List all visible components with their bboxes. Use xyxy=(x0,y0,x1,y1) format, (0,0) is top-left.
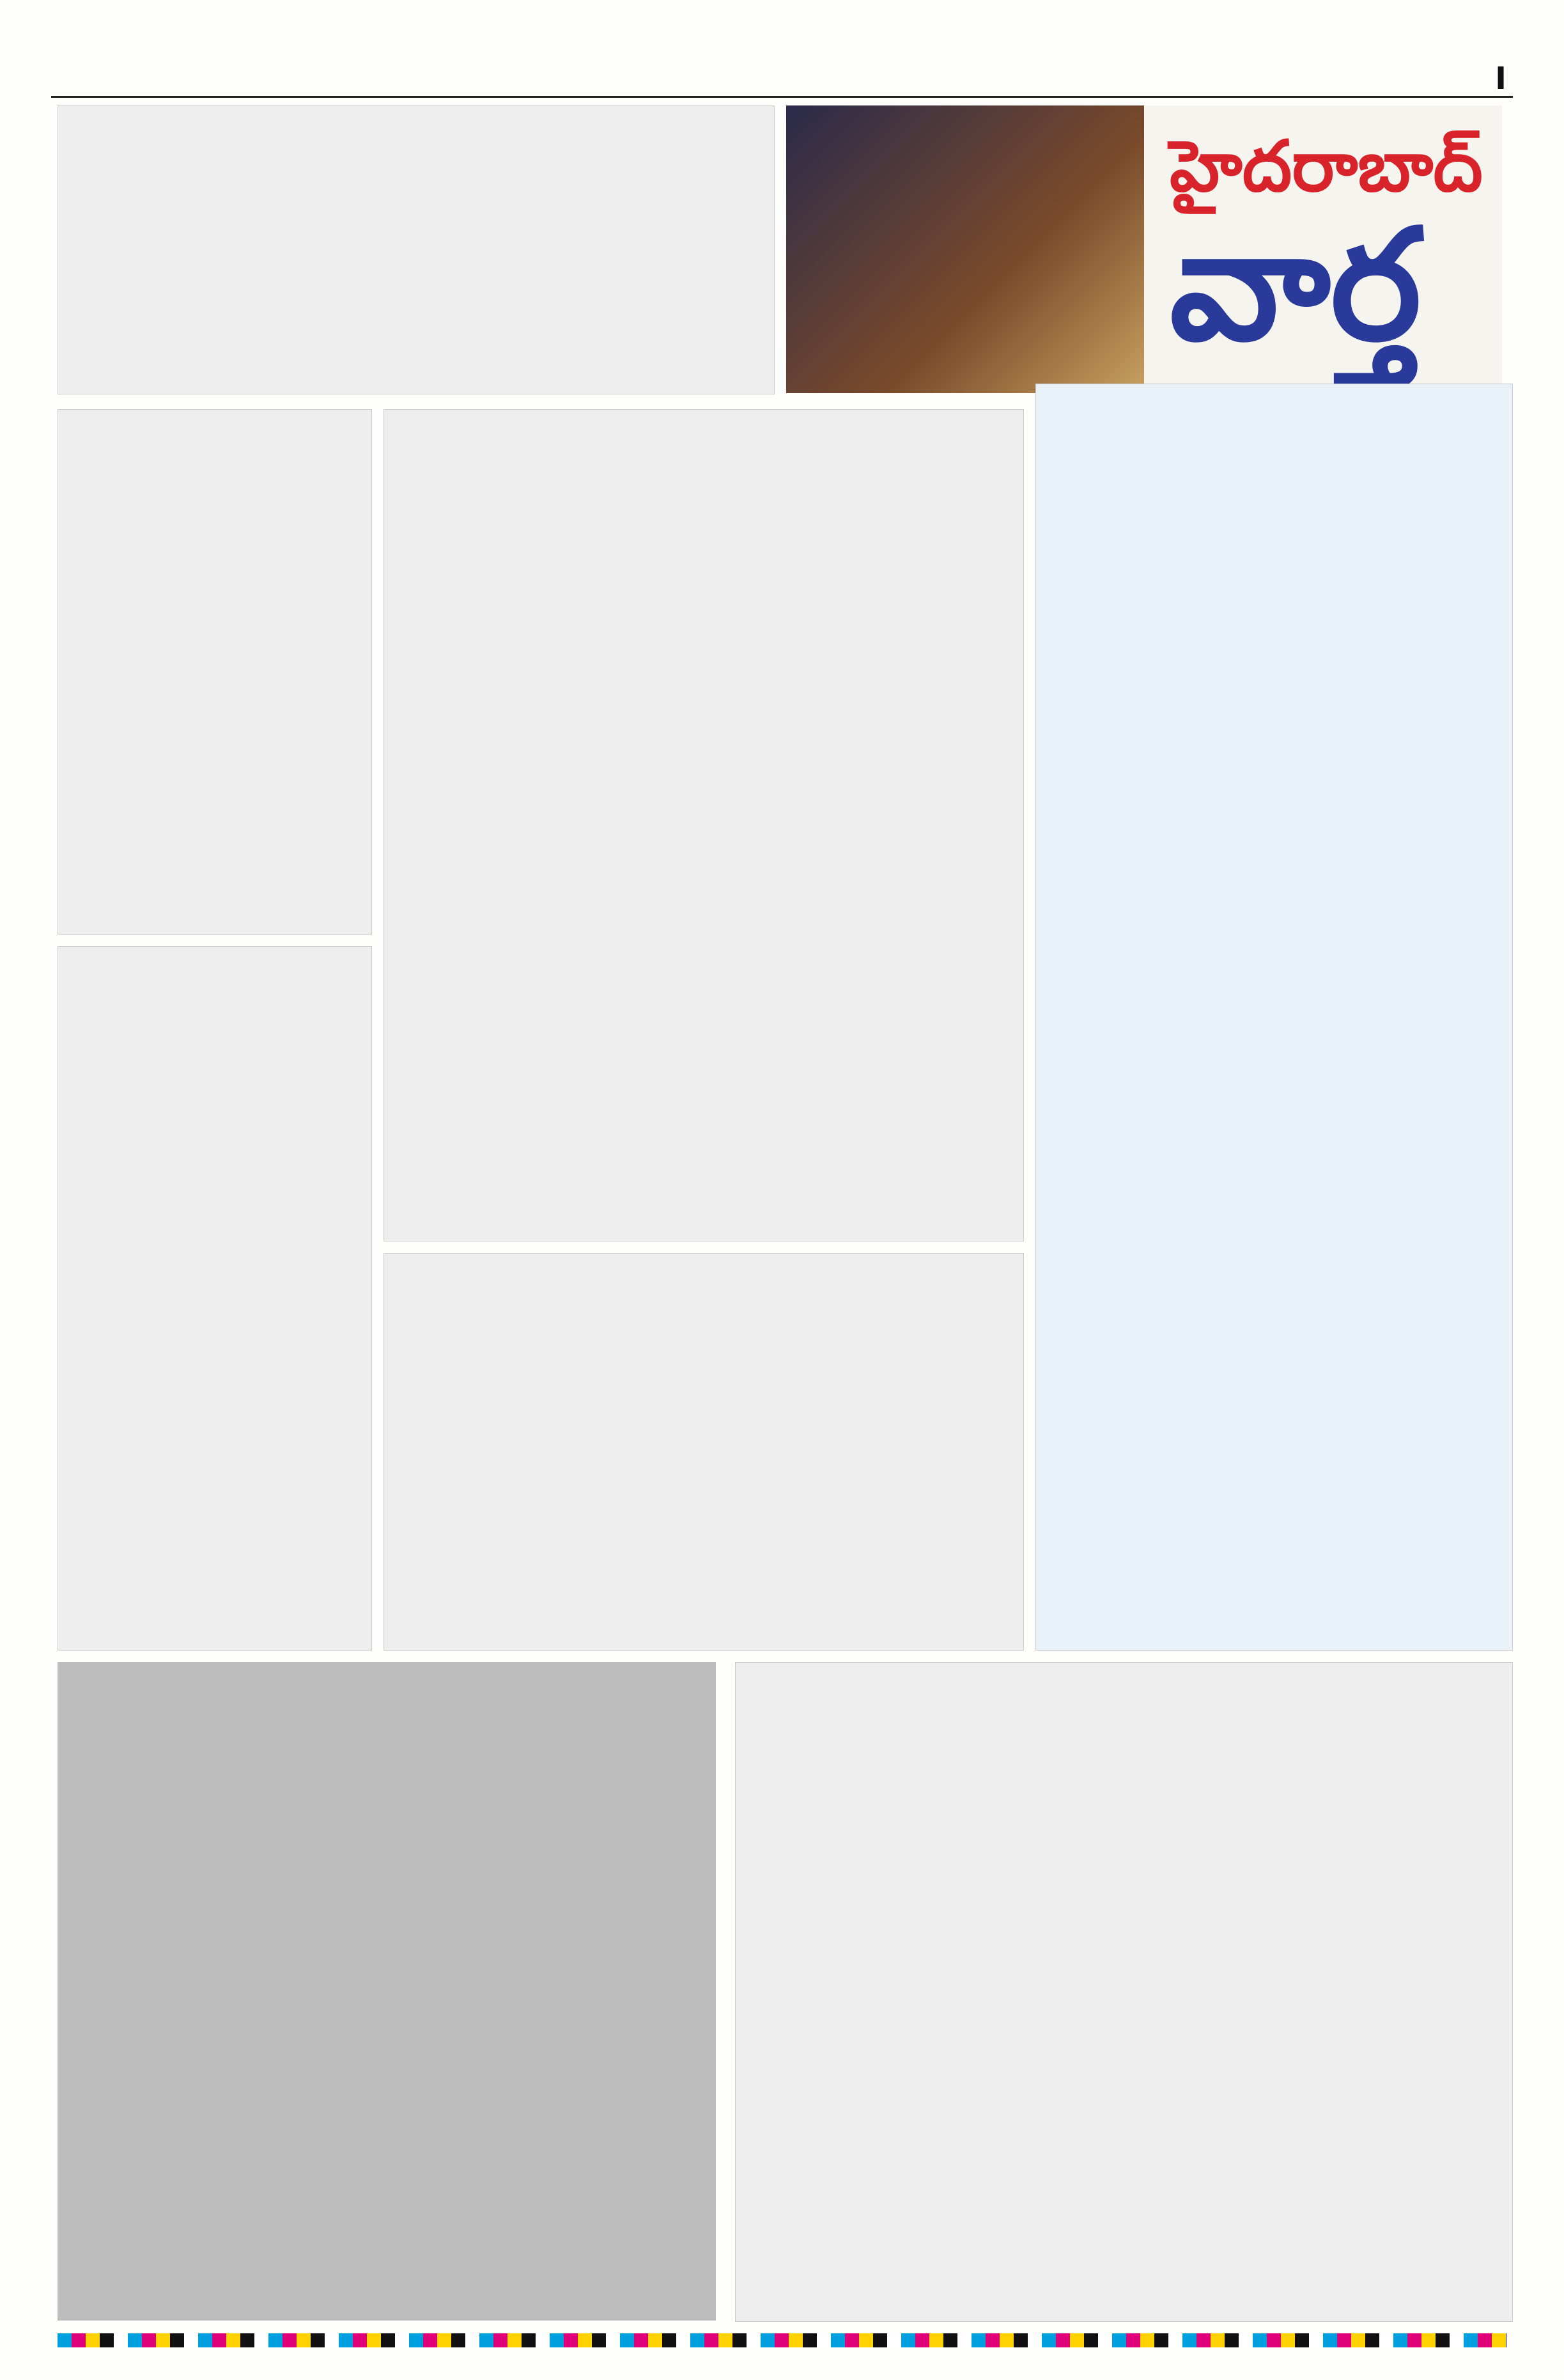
center-story xyxy=(383,1253,1024,1651)
page-number: I xyxy=(1495,61,1506,97)
story-box-top-left xyxy=(58,105,775,394)
header-rule xyxy=(51,96,1513,98)
lower-right-story xyxy=(735,1662,1513,2322)
lead-story xyxy=(383,409,1024,1241)
color-registration-strip xyxy=(58,2333,1506,2347)
right-column xyxy=(1035,384,1513,1651)
masthead xyxy=(786,105,1502,393)
masthead-city: హైదరాబాద్ xyxy=(1170,125,1483,207)
story-left-1 xyxy=(58,409,372,935)
masthead-title: వార్త xyxy=(1170,194,1421,375)
stadium-photo xyxy=(58,1662,716,2321)
story-left-2 xyxy=(58,946,372,1651)
masthead-photo xyxy=(786,105,1144,393)
